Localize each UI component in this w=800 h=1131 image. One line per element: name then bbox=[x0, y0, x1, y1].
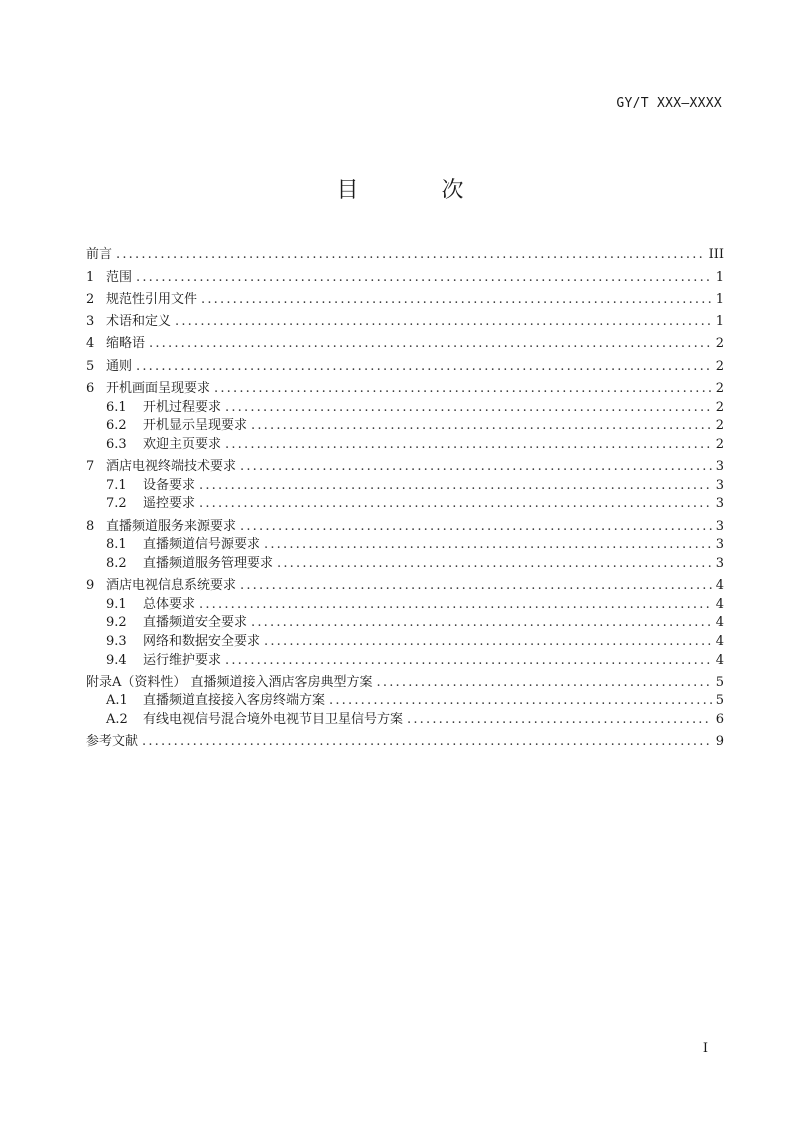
toc-entry[interactable] bbox=[86, 708, 724, 727]
toc-entry-number: 9.1 bbox=[106, 596, 127, 612]
toc-entry[interactable] bbox=[86, 285, 724, 307]
toc-entry[interactable] bbox=[86, 668, 724, 690]
toc-entry[interactable] bbox=[86, 552, 724, 571]
toc-dot-leader bbox=[240, 459, 712, 474]
toc-dot-leader bbox=[225, 653, 712, 668]
toc-entry-label: 规范性引用文件 bbox=[106, 291, 198, 307]
page-footer-number: I bbox=[702, 1041, 708, 1056]
toc-entry-number: A.1 bbox=[106, 693, 128, 709]
toc-entry[interactable] bbox=[86, 690, 724, 709]
toc-dot-leader bbox=[240, 519, 712, 534]
toc-entry-page: 5 bbox=[715, 674, 724, 690]
toc-entry[interactable] bbox=[86, 351, 724, 373]
page-title: 目 次 bbox=[336, 178, 502, 203]
toc-entry-label: 酒店电视信息系统要求 bbox=[106, 578, 237, 594]
toc-entry-label: 欢迎主页要求 bbox=[143, 436, 222, 452]
toc-entry[interactable] bbox=[86, 240, 724, 262]
toc-dot-leader bbox=[136, 359, 712, 374]
toc-entry-number: 4 bbox=[86, 336, 95, 352]
toc-entry-number: 7.2 bbox=[106, 496, 127, 512]
toc-entry-label: 设备要求 bbox=[143, 477, 196, 493]
toc-dot-leader bbox=[199, 478, 712, 493]
toc-entry[interactable] bbox=[86, 571, 724, 593]
toc-entry-label: 范围 bbox=[106, 269, 133, 285]
toc-entry-page: 9 bbox=[715, 734, 724, 750]
toc-entry-label: 缩略语 bbox=[106, 336, 146, 352]
toc-entry-label: 直播频道信号源要求 bbox=[143, 537, 261, 553]
toc-entry[interactable] bbox=[86, 493, 724, 512]
toc-entry-label: 直播频道直接接入客房终端方案 bbox=[143, 693, 326, 709]
toc-entry[interactable] bbox=[86, 433, 724, 452]
toc-entry-label: 开机过程要求 bbox=[143, 399, 222, 415]
toc-entry-page: 2 bbox=[715, 381, 724, 397]
toc-dot-leader bbox=[225, 437, 712, 452]
toc-entry-number: 6.3 bbox=[106, 436, 127, 452]
toc-entry-label: 参考文献 bbox=[86, 734, 139, 750]
toc-entry[interactable] bbox=[86, 452, 724, 474]
toc-dot-leader bbox=[136, 270, 712, 285]
toc-dot-leader bbox=[407, 712, 712, 727]
table-of-contents bbox=[86, 240, 724, 749]
toc-dot-leader bbox=[142, 734, 712, 749]
toc-entry-page: 4 bbox=[715, 633, 724, 649]
toc-dot-leader bbox=[264, 634, 712, 649]
toc-entry-page: 1 bbox=[715, 269, 724, 285]
toc-dot-leader bbox=[149, 336, 712, 351]
toc-entry-label: 运行维护要求 bbox=[143, 652, 222, 668]
toc-entry-number: 9.2 bbox=[106, 615, 127, 631]
toc-entry-number: 9.4 bbox=[106, 652, 127, 668]
toc-entry-number: 6.2 bbox=[106, 418, 127, 434]
toc-entry-label: 直播频道安全要求 bbox=[143, 615, 248, 631]
toc-entry-number: 1 bbox=[86, 269, 95, 285]
document-header-code: GY/T XXX—XXXX bbox=[616, 96, 722, 111]
toc-entry-page: 5 bbox=[715, 693, 724, 709]
toc-entry-number: 5 bbox=[86, 358, 95, 374]
toc-entry-page: 1 bbox=[715, 291, 724, 307]
toc-entry-label: 遥控要求 bbox=[143, 496, 196, 512]
toc-entry-label: 附录A（资料性） 直播频道接入酒店客房典型方案 bbox=[86, 674, 373, 690]
toc-entry-label: 总体要求 bbox=[143, 596, 196, 612]
toc-entry-number: 9 bbox=[86, 578, 95, 594]
toc-entry-page: 3 bbox=[715, 555, 724, 571]
toc-entry-number: 9.3 bbox=[106, 633, 127, 649]
toc-entry-number: 8.1 bbox=[106, 537, 127, 553]
toc-entry-page: 4 bbox=[715, 652, 724, 668]
toc-entry-label: 开机显示呈现要求 bbox=[143, 418, 248, 434]
toc-dot-leader bbox=[329, 693, 712, 708]
toc-entry-page: 2 bbox=[715, 418, 724, 434]
toc-dot-leader bbox=[251, 615, 712, 630]
toc-entry[interactable] bbox=[86, 374, 724, 396]
toc-entry-label: 通则 bbox=[106, 358, 133, 374]
toc-entry-page: 2 bbox=[715, 399, 724, 415]
toc-entry-label: 直播频道服务管理要求 bbox=[143, 555, 274, 571]
toc-entry[interactable] bbox=[86, 307, 724, 329]
toc-entry[interactable] bbox=[86, 534, 724, 553]
toc-entry[interactable] bbox=[86, 415, 724, 434]
toc-entry-page: III bbox=[708, 247, 724, 263]
toc-entry-number: 7.1 bbox=[106, 477, 127, 493]
toc-entry-page: 2 bbox=[715, 436, 724, 452]
toc-entry[interactable] bbox=[86, 593, 724, 612]
toc-entry[interactable] bbox=[86, 612, 724, 631]
toc-entry-page: 3 bbox=[715, 496, 724, 512]
toc-entry-label: 直播频道服务来源要求 bbox=[106, 518, 237, 534]
toc-dot-leader bbox=[199, 496, 712, 511]
toc-entry[interactable] bbox=[86, 649, 724, 668]
toc-entry-label: 前言 bbox=[86, 247, 113, 263]
toc-entry-number: 6.1 bbox=[106, 399, 127, 415]
toc-entry-number: 8.2 bbox=[106, 555, 127, 571]
toc-entry-page: 3 bbox=[715, 537, 724, 553]
toc-dot-leader bbox=[240, 578, 712, 593]
toc-entry-page: 3 bbox=[715, 518, 724, 534]
toc-entry[interactable] bbox=[86, 262, 724, 284]
toc-dot-leader bbox=[377, 675, 712, 690]
toc-entry-label: 有线电视信号混合境外电视节目卫星信号方案 bbox=[143, 711, 404, 727]
toc-dot-leader bbox=[199, 597, 712, 612]
toc-entry-page: 1 bbox=[715, 314, 724, 330]
toc-entry-page: 3 bbox=[715, 459, 724, 475]
toc-entry-label: 酒店电视终端技术要求 bbox=[106, 459, 237, 475]
toc-entry-page: 2 bbox=[715, 336, 724, 352]
toc-entry[interactable] bbox=[86, 727, 724, 749]
toc-entry-page: 2 bbox=[715, 358, 724, 374]
toc-dot-leader bbox=[201, 292, 712, 307]
toc-dot-leader bbox=[214, 381, 712, 396]
toc-entry-number: 2 bbox=[86, 291, 95, 307]
toc-entry[interactable] bbox=[86, 630, 724, 649]
toc-entry-label: 术语和定义 bbox=[106, 314, 172, 330]
toc-dot-leader bbox=[277, 556, 712, 571]
toc-entry-number: 6 bbox=[86, 381, 95, 397]
toc-entry-page: 4 bbox=[715, 615, 724, 631]
toc-entry[interactable] bbox=[86, 474, 724, 493]
toc-entry-page: 4 bbox=[715, 578, 724, 594]
toc-entry[interactable] bbox=[86, 329, 724, 351]
toc-entry-page: 6 bbox=[715, 711, 724, 727]
toc-entry-label: 网络和数据安全要求 bbox=[143, 633, 261, 649]
toc-entry-number: A.2 bbox=[106, 711, 128, 727]
toc-dot-leader bbox=[264, 537, 712, 552]
toc-entry[interactable] bbox=[86, 511, 724, 533]
toc-entry-page: 4 bbox=[715, 596, 724, 612]
toc-entry-page: 3 bbox=[715, 477, 724, 493]
toc-dot-leader bbox=[116, 247, 705, 262]
toc-entry-number: 7 bbox=[86, 459, 95, 475]
toc-entry-number: 3 bbox=[86, 314, 95, 330]
toc-dot-leader bbox=[251, 418, 712, 433]
toc-entry-number: 8 bbox=[86, 518, 95, 534]
toc-entry[interactable] bbox=[86, 396, 724, 415]
toc-dot-leader bbox=[225, 400, 712, 415]
toc-entry-label: 开机画面呈现要求 bbox=[106, 381, 211, 397]
toc-dot-leader bbox=[175, 314, 712, 329]
